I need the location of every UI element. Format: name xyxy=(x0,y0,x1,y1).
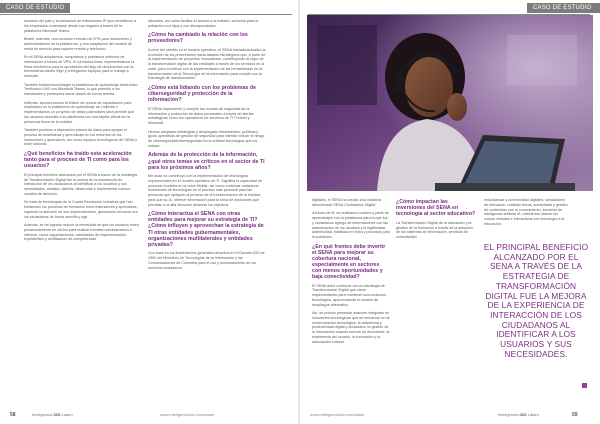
paragraph: El principal beneficio alcanzado por el SENA a través de la estrategia de Transformación Digital fue la mejora de la experiencia de interacción de los ciudadanos al identificar a los usuarios y sus necesidades, analizar, diseñar, desarrollar e implementar nuevos canales de atención. xyxy=(24,172,138,196)
right-column-1 xyxy=(312,198,390,348)
brand-suffix: Latam xyxy=(527,412,539,417)
paragraph: Me duda no contribuyo con la implementación de tecnologías exponenciales en el modelo operativo de TI. Significa la capacidad de procesar modelos en la nube Mobile, así como continuar realizando inversiones de tecnologías en el proceso más personal para las personas que apliquen al proceso de la transformación de la entidad, para que su IA, obtener información para la toma de decisiones que permitan a la alta dirección alcanzar los objetivos. xyxy=(148,174,263,207)
footer-url-right[interactable]: www.inteligenciacio.com/latam xyxy=(310,412,365,417)
paragraph: usuarios del país y la activación de extensiones IP que permitieron a los empleados conectarse desde sus hogares a través de la plataforma Microsoft Teams. xyxy=(24,19,137,33)
paragraph: Bestel, además, una conexión remota vía VPN para instructores y administradores de la plataforma, y una adaptación del modelo de mesa de servicio para soporte remoto y telefónico. xyxy=(24,37,133,51)
question-heading: ¿Cómo ha cambiado la relación con los proveedores? xyxy=(148,32,248,45)
question-heading: Además de la protección de la información, ¿qué otros temas ve críticos en el sector de TI para los próximos años? xyxy=(148,152,265,171)
right-column-3 xyxy=(484,198,568,230)
pull-quote: EL PRINCIPAL BENEFICIO ALCANZADO POR EL SENA A TRAVÉS DE LA ESTRATEGIA DE TRANSFORMACIÓN DIGITAL FUE LA MEJORA DE LA EXPERIENCIA DE INTERACCIÓN DE LOS CIUDADANOS AL IDENTIFICAR A LOS USUARIOS Y SUS NECESIDADES. xyxy=(483,242,589,359)
footer-url-left[interactable]: www.inteligenciacio.com/latam xyxy=(160,412,215,417)
paragraph: El SENA implementó y cumplió las normas de seguridad de la información y protección de datos personales a través de alertas estratégicas como los operadores de servicios de TI Fortinet y Microsoft. xyxy=(148,106,254,126)
paragraph: También fortalecimos/integré la plataforma de aprendizaje electrónico Territorium LMS con Microsoft Teams, lo que permitió a los estudiantes y profesores tomar clases de forma remota. xyxy=(24,82,138,97)
left-column-2 xyxy=(148,19,266,274)
paragraph: También pusimos a disposición planes de datos para apoyar el proceso de enseñanza y aprendizaje en los entornos de los instructores y aprendices, así como equipos tecnológicos del SENA y nivel nacional. xyxy=(24,128,138,147)
brand-strong: CIO xyxy=(519,412,527,417)
paragraph: La Transformación Digital de la educación y la gestión de la formación a través de la adopción de los sistemas de información, servicios de conectividad xyxy=(396,220,474,240)
end-mark-icon xyxy=(582,383,587,388)
question-heading: ¿En qué frentes debe invertir el SENA para mejorar su cobertura nacional, especialmente en sectores con menos oportunidades y baja conectividad? xyxy=(312,243,386,281)
paragraph: El SENA debe continuar con la estrategia de Transformación Digital que viene implementando para mantener una evolución tecnológica, aprovechando el modelo de despliegue alternativo. xyxy=(312,283,387,307)
paragraph: digitales, el SENA ha creado una iniciativa denominada SENA Ciudadanos Digital. xyxy=(312,198,382,207)
paragraph: Además, aprovechamos la Misión de cursos de capacitación para empleados en la plataforma de aprendizaje de LinkedIn e implementamos un proyecto de datos potenciales para permitir que los usuarios accedan a la plataforma con una tarjeta virtual sin la presencia física de la entidad. xyxy=(24,100,135,124)
section-tag-right: CASO DE ESTUDIO xyxy=(527,3,600,13)
paragraph: A través de él, se realizaron muchos y parte de aprendizajes con la plataforma para la que los y ciudadanos agregó de informaciones con las autenticación de los usuarios y la legitimidad, autenticidad, fiabilidad en línea y procesos para la población. xyxy=(312,211,390,240)
paragraph: En el SENA adoptamos, compramos y probamos métodos de información a través de VPN. En la misma línea, implementamos la firma electrónica para la aprobación del flujo de documentos con la herramienta Adobe Sign y entregamos equipos para el trabajo a domicilio. xyxy=(24,55,135,79)
paragraph: Con base en los lineamientos generales descritos en el Decreto 620 de 1990 del Ministerio de Tecnologías de la Información y las Comunicaciones de Colombia para el uso y funcionamiento de los servicios ciudadanos xyxy=(148,251,265,270)
woman-with-laptop-and-headset-icon xyxy=(307,15,593,191)
footer-right xyxy=(310,411,590,419)
question-heading: ¿Cómo impactan las inversiones del SENA en tecnología al sector educativo? xyxy=(396,199,476,218)
brand-right xyxy=(498,411,539,419)
paragraph: Así, se podrán presentar avances integrales en soluciones tecnológicas que se enmarcan en la modernización tecnológica, la plataforma y productividad digital y ciudadana, la gestión de la información usando nuevas de decisiones, la experiencia del usuario, la innovación y la adecuación cultural. xyxy=(312,311,390,344)
right-page xyxy=(300,0,600,424)
brand-strong: CIO xyxy=(53,412,61,417)
page-number-right: 59 xyxy=(572,412,578,418)
section-tag-left: CASO DE ESTUDIO xyxy=(0,3,70,13)
photo-woman-laptop xyxy=(307,15,593,191)
paragraph: A nivel del cambio en el modelo operativo, el SENA trasladó/actualizó la evolución de los proveedores hacia aliados estratégicos que, a partir de la implementación de proyectos innovadores, contribuyeran al logro de la transformación digital de las entidades a través de los servicios en la nube, para contribuir con la implementación de las herramientas en la transformación de la Tecnología de la Información para cumplir con la Estrategia de transformación. xyxy=(148,47,266,81)
page-number-left: 58 xyxy=(10,412,16,418)
paragraph: Hemos adoptado estrategias y desplegado lineamientos, políticas y guías operativas de gestión de seguridad para intentar reducir el riesgo de ciberseguridad/ciberseguridad en la entidad tecnológica que los rodean. xyxy=(148,129,265,148)
question-heading: ¿Qué beneficios ha traído esta aceleración tanto para el proceso de TI como para los usuarios? xyxy=(24,151,132,170)
footer-left xyxy=(10,411,290,419)
question-heading: ¿Cómo está lidiando con los problemas de ciberseguridad y protección de la información? xyxy=(148,85,257,104)
brand-prefix: Inteligencia xyxy=(498,412,519,417)
left-column-1 xyxy=(24,19,139,246)
paragraph: Además, se ha logrado reducir la necesidad de que los usuarios estén presencialmente en oficina para realizar trámites administrativos e internos, como capacitaciones, actividades de implementación, expedientes y certificación de competencias xyxy=(24,223,139,242)
brand-left xyxy=(32,411,73,419)
question-heading: ¿Cómo interactúa el SENA con otras entidades para mejorar su estrategia de TI? ¿Cómo influyen y aprovechan la estrategia de TI otras entidades gubernamentales, organizaciones multilaterales y entidades privadas? xyxy=(148,211,264,248)
paragraph: laborales, así como facilitar el acceso a la entidad, servicios para la población con hijos y con discapacidades. xyxy=(148,19,259,28)
right-column-2 xyxy=(396,198,476,244)
brand-suffix: Latam xyxy=(61,412,73,417)
paragraph: redundancia y conectividad digitales, simuladores de formación, realidad virtual, aumentada y gestión de contenidos con el conocimiento, servicios de inteligencia artificial IA, ofreciendo ofrecer los cursos virtuales e interactivos con tecnología a la educación. xyxy=(484,198,568,226)
header-rule-left xyxy=(0,14,292,15)
brand-prefix: Inteligencia xyxy=(32,412,53,417)
paragraph: Se trata de tecnologías de la Cuarta Revolución Industrial que han fortalecido los procesos de formación entre instructores y aprendices, logrando la atención de sus emprendedores, generando cercanía con los ciudadanos de forma sencilla y ágil. xyxy=(24,200,138,219)
